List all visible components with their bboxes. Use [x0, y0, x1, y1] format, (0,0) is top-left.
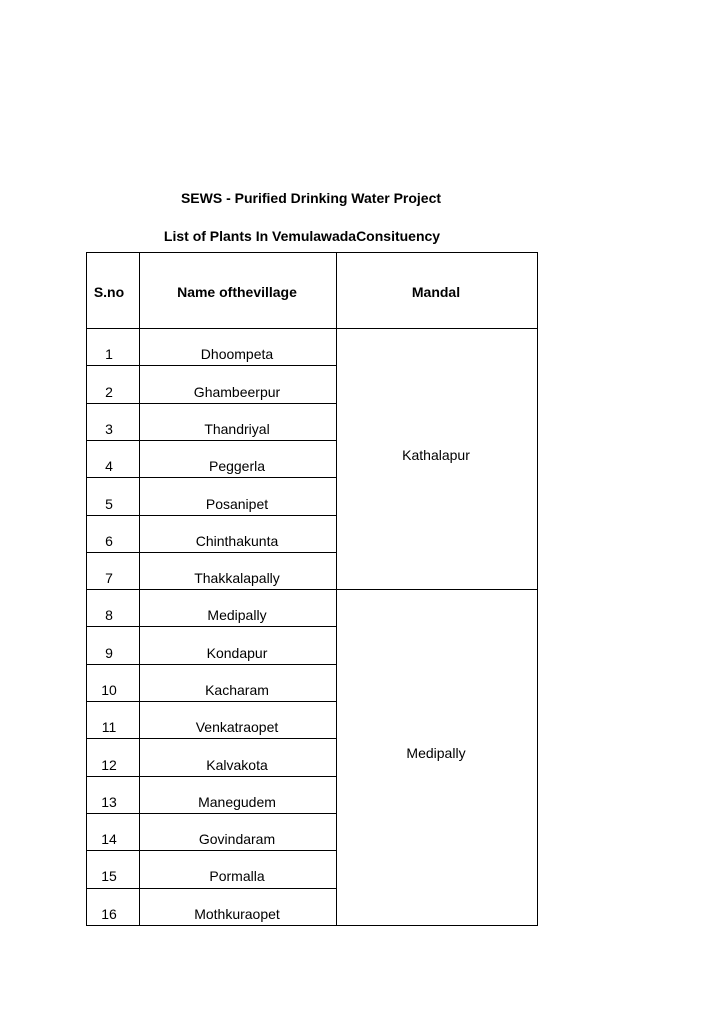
row-village: Kondapur [206, 645, 268, 661]
row-divider [86, 738, 336, 739]
row-village: Kalvakota [206, 757, 268, 773]
row-village: Govindaram [198, 831, 276, 847]
row-sno: 16 [101, 906, 117, 922]
header-village: Name ofthevillage [177, 284, 297, 300]
row-village: Manegudem [198, 794, 276, 810]
row-sno: 6 [105, 533, 113, 549]
row-village: Peggerla [208, 458, 266, 474]
row-divider [86, 701, 336, 702]
row-divider [86, 888, 336, 889]
row-divider [86, 776, 336, 777]
row-divider [86, 552, 336, 553]
row-divider [86, 365, 336, 366]
row-village: Venkatraopet [195, 719, 279, 735]
plants-table [86, 252, 538, 926]
row-sno: 2 [105, 384, 113, 400]
row-sno: 14 [101, 831, 117, 847]
row-divider [86, 813, 336, 814]
row-sno: 10 [101, 682, 117, 698]
row-divider [86, 664, 336, 665]
document-title: SEWS - Purified Drinking Water Project [180, 190, 442, 206]
row-sno: 15 [101, 868, 117, 884]
row-village: Pormalla [209, 868, 265, 884]
row-village: Thakkalapally [194, 570, 280, 586]
row-village: Dhoompeta [200, 346, 274, 362]
row-divider [86, 850, 336, 851]
row-village: Mothkuraopet [194, 906, 280, 922]
row-village: Ghambeerpur [193, 384, 281, 400]
document-subtitle: List of Plants In VemulawadaConsituency [163, 228, 441, 244]
row-sno: 11 [101, 719, 117, 735]
header-mandal: Mandal [411, 284, 461, 300]
group-divider [86, 589, 538, 590]
mandal-cell: Kathalapur [402, 447, 470, 463]
row-village: Thandriyal [204, 421, 270, 437]
mandal-cell: Medipally [406, 745, 466, 761]
row-sno: 7 [105, 570, 113, 586]
row-sno: 9 [105, 645, 113, 661]
row-divider [86, 477, 336, 478]
row-sno: 1 [105, 346, 113, 362]
row-sno: 5 [105, 496, 113, 512]
row-divider [86, 403, 336, 404]
row-sno: 4 [105, 458, 113, 474]
row-village: Posanipet [205, 496, 269, 512]
header-divider [86, 328, 538, 329]
header-sno: S.no [93, 284, 125, 300]
row-sno: 8 [105, 607, 113, 623]
row-sno: 13 [101, 794, 117, 810]
table-border-top [86, 252, 538, 253]
row-village: Chinthakunta [195, 533, 279, 549]
row-divider [86, 515, 336, 516]
row-village: Medipally [207, 607, 267, 623]
row-sno: 12 [101, 757, 117, 773]
table-border-bottom [86, 925, 538, 926]
row-village: Kacharam [205, 682, 269, 698]
row-divider [86, 626, 336, 627]
row-divider [86, 440, 336, 441]
row-sno: 3 [105, 421, 113, 437]
